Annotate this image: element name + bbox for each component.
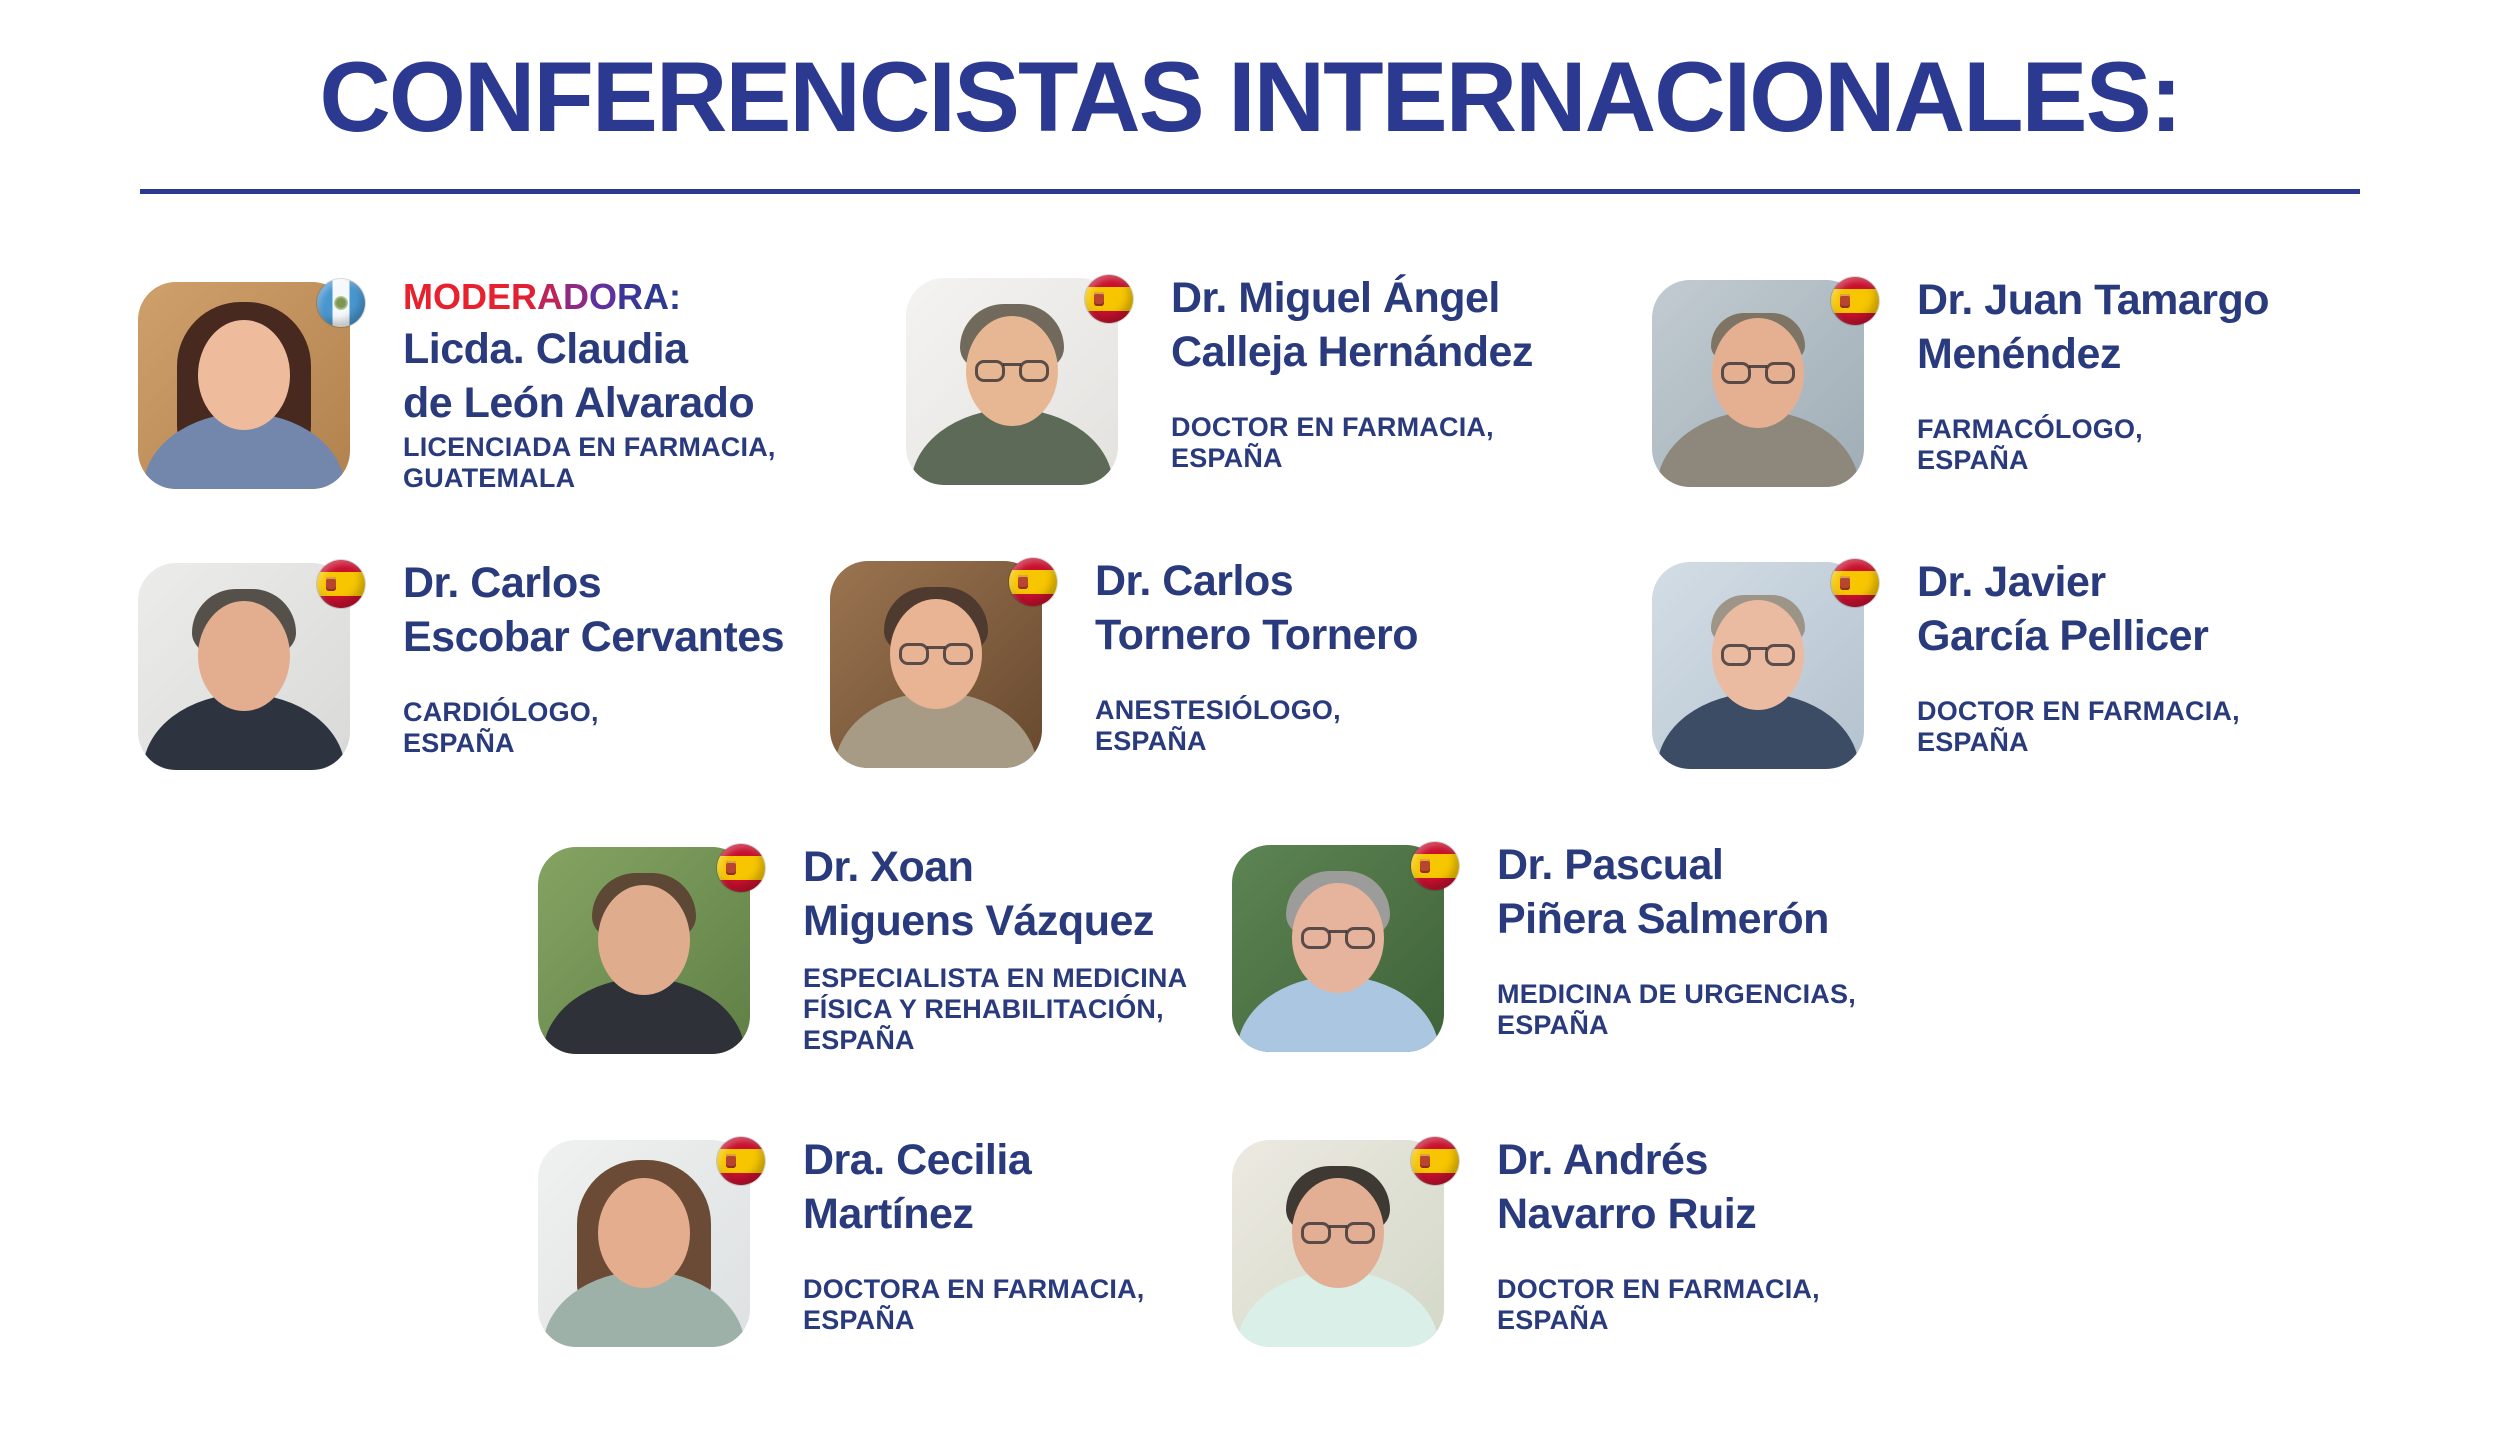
- speaker-card: [906, 274, 1626, 573]
- speaker-role-line: ESPAÑA: [1917, 727, 2029, 757]
- speaker-photo: [138, 282, 350, 489]
- speaker-name: [803, 1133, 1031, 1241]
- speaker-role-line: DOCTOR EN FARMACIA,: [1497, 1274, 1820, 1304]
- speaker-role-line: GUATEMALA: [403, 463, 576, 493]
- glasses-icon: [893, 643, 979, 667]
- moderator-badge: MODERADORA:: [403, 276, 682, 317]
- speaker-card: [138, 276, 858, 577]
- speaker-name: [1917, 273, 2269, 381]
- guatemala-flag-icon: [317, 279, 365, 327]
- speaker-name-line: Menéndez: [1917, 330, 2121, 378]
- speaker-card: [1232, 841, 1952, 1140]
- speaker-role-line: ESPAÑA: [1497, 1305, 1609, 1335]
- speaker-card: [1232, 1136, 1952, 1435]
- speaker-role-line: LICENCIADA EN FARMACIA,: [403, 432, 776, 462]
- glasses-icon: [969, 360, 1055, 384]
- speaker-role: [1171, 412, 1494, 474]
- speaker-name-line: Dr. Juan Tamargo: [1917, 276, 2270, 324]
- speaker-name-line: Licda. Claudia: [403, 325, 688, 373]
- speaker-role-line: ESPAÑA: [403, 728, 515, 758]
- glasses-icon: [1715, 644, 1801, 668]
- speaker-role-line: DOCTOR EN FARMACIA,: [1171, 412, 1494, 442]
- title-underline: [140, 189, 2360, 194]
- speaker-name: [403, 322, 754, 430]
- speaker-name-line: Dr. Miguel Ángel: [1171, 274, 1500, 322]
- avatar: [538, 1140, 750, 1347]
- avatar: [138, 282, 350, 489]
- speaker-photo: [1232, 1140, 1444, 1347]
- speaker-photo: [1232, 845, 1444, 1052]
- speaker-card: [1652, 276, 2372, 575]
- speaker-name-line: Dra. Cecilia: [803, 1136, 1032, 1184]
- speaker-card: [538, 843, 1258, 1142]
- speaker-role: [1497, 979, 1856, 1041]
- speaker-photo: [906, 278, 1118, 485]
- speaker-role-line: DOCTORA EN FARMACIA,: [803, 1274, 1145, 1304]
- speaker-role-line: ESPAÑA: [1095, 726, 1207, 756]
- speaker-role: [1917, 696, 2240, 758]
- speaker-name-line: Dr. Carlos: [1095, 557, 1294, 605]
- speaker-role-line: ESPECIALISTA EN MEDICINA: [803, 963, 1188, 993]
- speaker-name-line: Piñera Salmerón: [1497, 895, 1829, 943]
- spain-flag-icon: [1831, 277, 1879, 325]
- avatar: [906, 278, 1118, 485]
- speaker-name-line: Dr. Pascual: [1497, 841, 1724, 889]
- speaker-name-line: Dr. Carlos: [403, 559, 602, 607]
- speaker-role-line: ESPAÑA: [1171, 443, 1283, 473]
- speaker-name-line: Escobar Cervantes: [403, 613, 785, 661]
- avatar: [138, 563, 350, 770]
- glasses-icon: [1715, 362, 1801, 386]
- speaker-role-line: MEDICINA DE URGENCIAS,: [1497, 979, 1856, 1009]
- speaker-name-line: Martínez: [803, 1190, 974, 1238]
- avatar: [1232, 845, 1444, 1052]
- speaker-name-line: Calleja Hernández: [1171, 328, 1533, 376]
- spain-flag-icon: [1411, 1137, 1459, 1185]
- speaker-role: [403, 697, 599, 759]
- spain-flag-icon: [1009, 558, 1057, 606]
- speaker-role-line: FARMACÓLOGO,: [1917, 414, 2143, 444]
- speaker-role-line: DOCTOR EN FARMACIA,: [1917, 696, 2240, 726]
- speaker-role-line: ESPAÑA: [803, 1025, 915, 1055]
- speaker-role-line: ESPAÑA: [1497, 1010, 1609, 1040]
- speaker-role: [803, 963, 1187, 1056]
- speaker-role-line: FÍSICA Y REHABILITACIÓN,: [803, 994, 1164, 1024]
- speaker-name: [1497, 838, 1829, 946]
- speaker-name-line: García Pellicer: [1917, 612, 2209, 660]
- speaker-role: [1497, 1274, 1820, 1336]
- spain-flag-icon: [1831, 559, 1879, 607]
- speaker-role: [1095, 695, 1341, 757]
- avatar-face: [198, 601, 290, 711]
- speaker-role-line: ESPAÑA: [1917, 445, 2029, 475]
- speaker-photo: [138, 563, 350, 770]
- spain-flag-icon: [717, 1137, 765, 1185]
- speaker-photo: [1652, 280, 1864, 487]
- avatar: [1232, 1140, 1444, 1347]
- speaker-role: [403, 432, 776, 494]
- speaker-card: [830, 557, 1550, 856]
- speaker-name-line: Navarro Ruiz: [1497, 1190, 1757, 1238]
- speaker-name: [1171, 271, 1533, 379]
- speaker-name-line: Miguens Vázquez: [803, 897, 1154, 945]
- avatar: [538, 847, 750, 1054]
- speaker-card: [138, 559, 858, 858]
- speaker-role-line: ESPAÑA: [803, 1305, 915, 1335]
- spain-flag-icon: [1411, 842, 1459, 890]
- speaker-photo: [830, 561, 1042, 768]
- speaker-name-line: Dr. Javier: [1917, 558, 2106, 606]
- speaker-name: [1095, 554, 1418, 662]
- speaker-name-line: Dr. Andrés: [1497, 1136, 1708, 1184]
- speaker-card: [1652, 558, 2372, 857]
- avatar: [830, 561, 1042, 768]
- speaker-name: [803, 840, 1154, 948]
- avatar-face: [598, 885, 690, 995]
- speaker-role-line: ANESTESIÓLOGO,: [1095, 695, 1341, 725]
- speaker-name: [403, 556, 784, 664]
- speaker-role: [803, 1274, 1145, 1336]
- glasses-icon: [1295, 1222, 1381, 1246]
- speaker-role-line: CARDIÓLOGO,: [403, 697, 599, 727]
- spain-flag-icon: [1085, 275, 1133, 323]
- avatar: [1652, 562, 1864, 769]
- speaker-role: [1917, 414, 2143, 476]
- speaker-name-line: de León Alvarado: [403, 379, 755, 427]
- page-title: CONFERENCISTAS INTERNACIONALES:: [319, 41, 2181, 152]
- speaker-name: [1497, 1133, 1756, 1241]
- avatar: [1652, 280, 1864, 487]
- speaker-card: [538, 1136, 1258, 1435]
- speaker-name-line: Dr. Xoan: [803, 843, 974, 891]
- speaker-name: [1917, 555, 2208, 663]
- speaker-photo: [538, 1140, 750, 1347]
- speaker-name-line: Tornero Tornero: [1095, 611, 1418, 659]
- speaker-photo: [538, 847, 750, 1054]
- spain-flag-icon: [717, 844, 765, 892]
- avatar-face: [598, 1178, 690, 1288]
- spain-flag-icon: [317, 560, 365, 608]
- glasses-icon: [1295, 927, 1381, 951]
- speaker-photo: [1652, 562, 1864, 769]
- avatar-face: [198, 320, 290, 430]
